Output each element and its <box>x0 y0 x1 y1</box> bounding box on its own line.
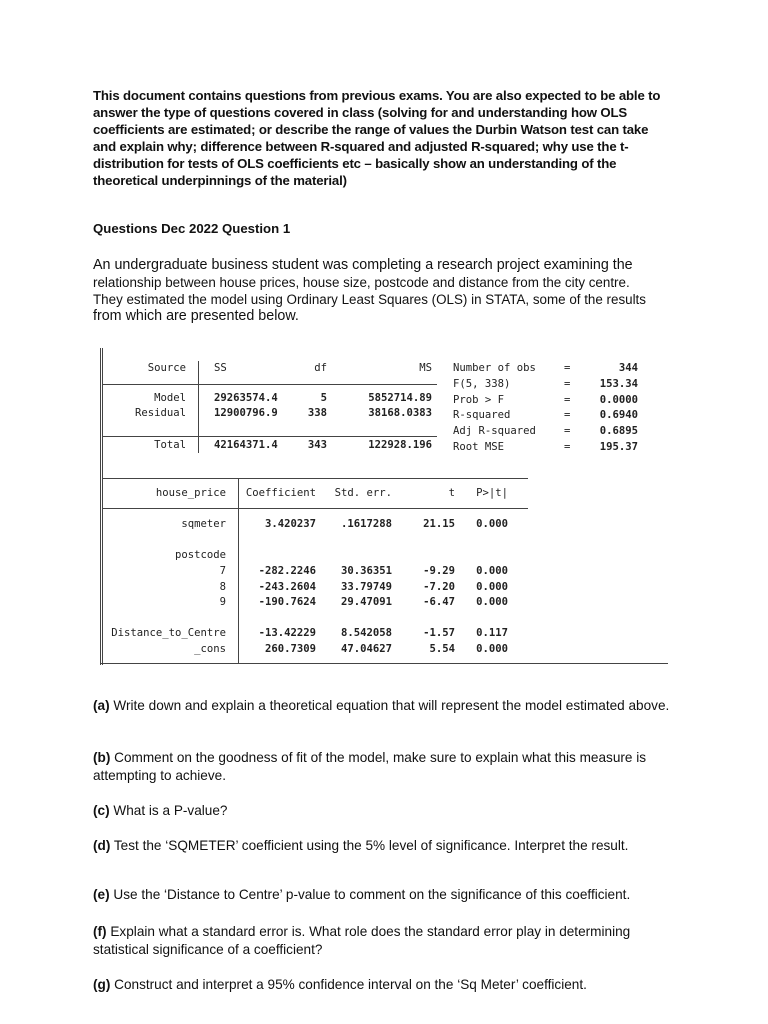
question-text: Write down and explain a theoretical equation that will represent the model estimated above. <box>109 698 670 713</box>
stat-label: F(5, 338) <box>453 377 511 390</box>
question-tag: (b) <box>93 750 111 765</box>
anova-ss: 29263574.4 <box>214 392 278 404</box>
coef-se: 30.36351 <box>340 565 392 577</box>
coef-se: 8.542058 <box>340 627 392 639</box>
anova-source: Model <box>154 392 186 404</box>
intro-line: distribution for tests of OLS coefficients etc – basically show an understanding of the <box>93 156 617 171</box>
stat-equals: = <box>564 409 571 422</box>
anova-ms: 122928.196 <box>368 439 432 451</box>
anova-header: SS <box>214 362 227 374</box>
stat-label: Prob > F <box>453 393 505 406</box>
question-text: Construct and interpret a 95% confidence interval on the ‘Sq Meter’ coefficient. <box>110 977 587 992</box>
question-item <box>93 923 673 959</box>
coef-se: 29.47091 <box>340 596 392 608</box>
coef-header: Coefficient <box>245 487 316 499</box>
coef-t: 5.54 <box>429 643 455 655</box>
anova-source: Total <box>154 439 186 451</box>
stat-equals: = <box>564 393 571 406</box>
lead-line: An undergraduate business student was completing a research project examining the <box>93 257 633 273</box>
anova-ss: 42164371.4 <box>214 439 278 451</box>
anova-df: 5 <box>320 392 327 404</box>
coef-var: Distance_to_Centre <box>111 627 226 639</box>
coef-coef: 3.420237 <box>264 518 316 530</box>
coef-var: _cons <box>194 643 226 655</box>
intro-line: and explain why; difference between R-squared and adjusted R-squared; why use the t- <box>93 139 629 154</box>
question-intro <box>93 257 646 325</box>
question-tag: (e) <box>93 887 110 902</box>
stat-value: 0.6895 <box>599 425 638 438</box>
question-text: Comment on the goodness of fit of the model, make sure to explain what this measure is attempting to achieve. <box>93 750 647 783</box>
anova-header: Source <box>147 362 186 374</box>
question-tag: (d) <box>93 838 111 853</box>
anova-header: df <box>314 362 327 374</box>
coef-se: 33.79749 <box>340 581 392 593</box>
anova-df: 343 <box>307 439 327 451</box>
anova-ms: 5852714.89 <box>368 392 432 404</box>
coef-var: 7 <box>219 565 226 577</box>
stat-equals: = <box>564 425 571 438</box>
anova-header: MS <box>419 362 432 374</box>
coef-var: sqmeter <box>181 518 226 530</box>
stat-label: Adj R-squared <box>453 425 536 438</box>
coef-p: 0.000 <box>476 596 508 608</box>
coef-header: P>|t| <box>476 487 508 499</box>
question-tag: (f) <box>93 924 107 939</box>
stat-value: 344 <box>618 362 638 374</box>
coef-p: 0.117 <box>476 627 508 639</box>
question-item <box>93 749 673 785</box>
coef-coef: -190.7624 <box>258 596 316 608</box>
question-text: Test the ‘SQMETER’ coefficient using the 5% level of significance. Interpret the result. <box>110 838 629 853</box>
stat-equals: = <box>564 441 571 453</box>
stat-label: R-squared <box>453 409 511 422</box>
coef-coef: -282.2246 <box>258 565 316 577</box>
section-heading: Questions Dec 2022 Question 1 <box>93 221 291 236</box>
coef-var: 9 <box>219 596 226 608</box>
anova-ss: 12900796.9 <box>214 407 278 419</box>
anova-source: Residual <box>134 407 186 419</box>
coef-t: 21.15 <box>423 518 455 530</box>
anova-ms: 38168.0383 <box>368 407 432 419</box>
coef-p: 0.000 <box>476 565 508 577</box>
coef-p: 0.000 <box>476 518 508 530</box>
coef-coef: -243.2604 <box>258 581 316 593</box>
intro-line: theoretical underpinnings of the material) <box>93 173 347 188</box>
question-tag: (g) <box>93 977 111 992</box>
lead-line: relationship between house prices, house size, postcode and distance from the city centre. <box>93 275 630 290</box>
coef-se: .1617288 <box>340 518 392 530</box>
question-item <box>93 802 673 820</box>
stat-value: 153.34 <box>599 377 638 390</box>
anova-df: 338 <box>307 407 327 419</box>
border-bottom <box>100 663 668 664</box>
question-text: Use the ‘Distance to Centre’ p-value to comment on the significance of this coefficient. <box>109 887 631 902</box>
stat-equals: = <box>564 377 571 390</box>
coef-t: -9.29 <box>423 565 455 577</box>
intro-line: answer the type of questions covered in class (solving for and understanding how OLS <box>93 105 628 120</box>
coef-se: 47.04627 <box>340 643 392 655</box>
coef-t: -6.47 <box>423 596 455 608</box>
lead-line: from which are presented below. <box>93 308 299 324</box>
lead-line: They estimated the model using Ordinary Least Squares (OLS) in STATA, some of the results <box>93 292 646 307</box>
coef-p: 0.000 <box>476 643 508 655</box>
question-item <box>93 697 673 715</box>
coef-header: Std. err. <box>334 487 392 499</box>
coef-coef: 260.7309 <box>264 643 316 655</box>
coef-var: postcode <box>174 549 226 561</box>
coef-var: 8 <box>219 581 226 593</box>
coef-header: t <box>448 487 455 499</box>
question-text: What is a P-value? <box>109 803 228 818</box>
intro-line: This document contains questions from previous exams. You are also expected to be able to <box>93 88 661 103</box>
coef-p: 0.000 <box>476 581 508 593</box>
question-text: Explain what a standard error is. What role does the standard error play in determining statistical significance of a coefficient? <box>93 924 631 957</box>
coef-t: -1.57 <box>423 627 455 639</box>
question-item <box>93 886 673 904</box>
coef-header: house_price <box>155 487 226 499</box>
stat-value: 0.6940 <box>599 409 638 422</box>
coef-coef: -13.42229 <box>258 627 316 639</box>
intro-line: coefficients are estimated; or describe the range of values the Durbin Watson test can take <box>93 122 649 137</box>
stata-regression-output <box>98 345 668 665</box>
question-item <box>93 837 673 855</box>
question-tag: (a) <box>93 698 110 713</box>
intro-paragraph <box>93 87 693 189</box>
coef-t: -7.20 <box>423 581 455 593</box>
question-item <box>93 976 673 994</box>
stat-label: Root MSE <box>453 441 505 453</box>
question-tag: (c) <box>93 803 110 818</box>
stat-label: Number of obs <box>453 362 536 374</box>
coef-header-rule <box>102 508 528 509</box>
coef-top-rule <box>102 478 528 479</box>
stat-value: 195.37 <box>599 441 638 453</box>
stat-equals: = <box>564 362 571 374</box>
stat-value: 0.0000 <box>599 393 638 406</box>
